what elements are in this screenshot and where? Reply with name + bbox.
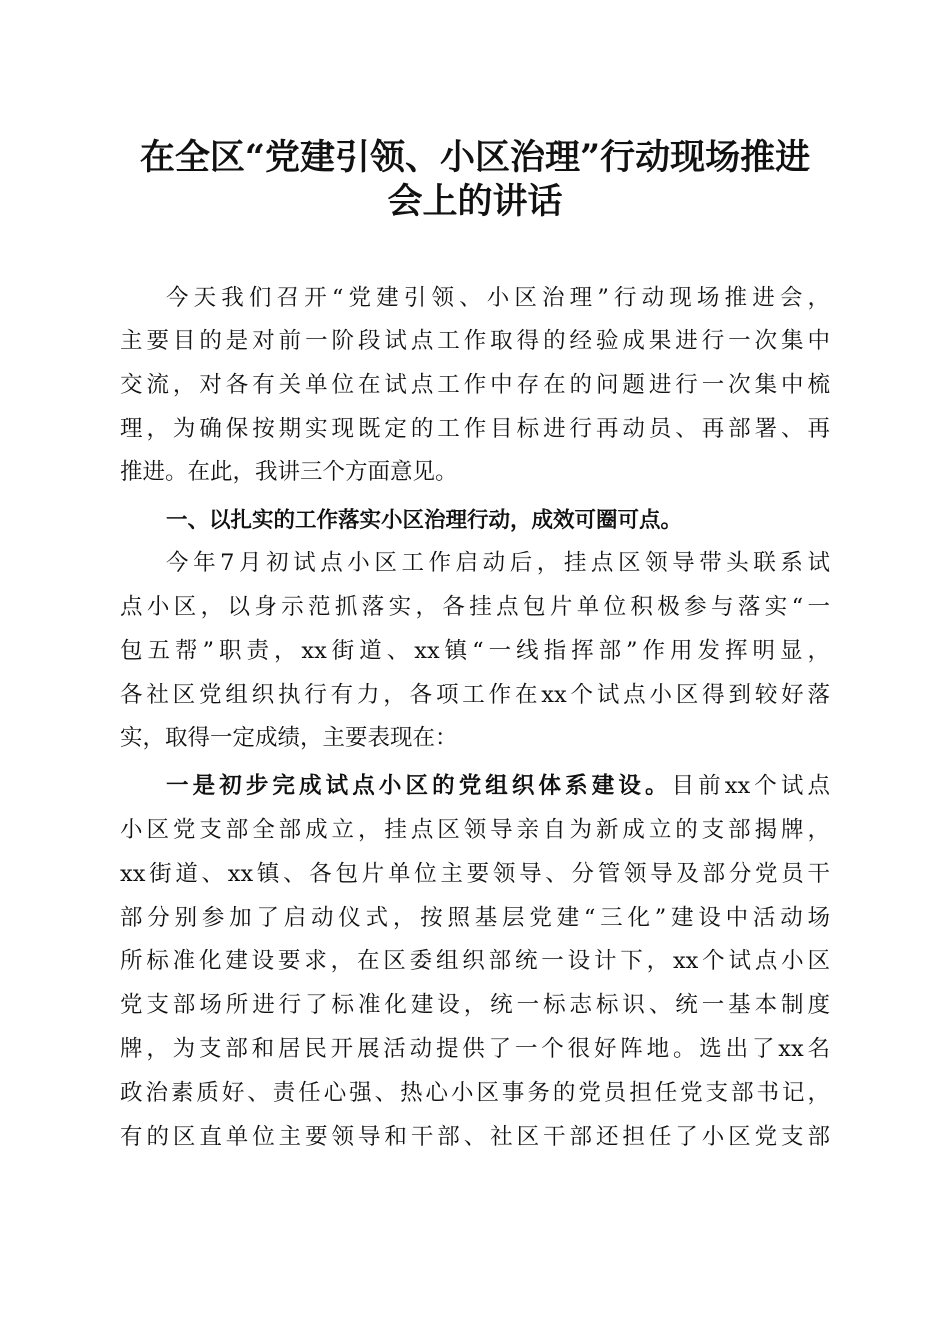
document-title-line-1: 在全区“党建引领、小区治理”行动现场推进 bbox=[139, 137, 811, 178]
paragraph-3-line-3: xx街道、xx镇、各包片单位主要领导、分管领导及部分党员干 bbox=[120, 861, 830, 887]
paragraph-3-line-4: 部分别参加了启动仪式，按照基层党建“三化”建设中活动场 bbox=[120, 905, 830, 931]
paragraph-2-line-5: 实，取得一定成绩，主要表现在： bbox=[120, 725, 458, 751]
paragraph-3-line-9: 有的区直单位主要领导和干部、社区干部还担任了小区党支部 bbox=[120, 1124, 830, 1150]
paragraph-1-line-2: 主要目的是对前一阶段试点工作取得的经验成果进行一次集中 bbox=[120, 328, 830, 354]
paragraph-1-line-1: 今天我们召开“党建引领、小区治理”行动现场推进会， bbox=[166, 285, 830, 311]
paragraph-3-lead: 一是初步完成试点小区的党组织体系建设。 bbox=[166, 773, 672, 799]
paragraph-3-line-7: 牌，为支部和居民开展活动提供了一个很好阵地。选出了xx名 bbox=[120, 1036, 830, 1062]
paragraph-3-line-5: 所标准化建设要求，在区委组织部统一设计下，xx个试点小区 bbox=[120, 948, 830, 974]
paragraph-2-line-4: 各社区党组织执行有力，各项工作在xx个试点小区得到较好落 bbox=[120, 682, 830, 708]
paragraph-3-line-8: 政治素质好、责任心强、热心小区事务的党员担任党支部书记， bbox=[120, 1080, 830, 1106]
paragraph-3-line-6: 党支部场所进行了标准化建设，统一标志标识、统一基本制度 bbox=[120, 992, 830, 1018]
paragraph-1-line-5: 推进。在此，我讲三个方面意见。 bbox=[120, 459, 458, 485]
paragraph-1-line-4: 理，为确保按期实现既定的工作目标进行再动员、再部署、再 bbox=[120, 416, 830, 442]
paragraph-3-line-1 bbox=[166, 771, 830, 801]
paragraph-2-line-1: 今年7月初试点小区工作启动后，挂点区领导带头联系试 bbox=[166, 550, 830, 576]
paragraph-3-line-2: 小区党支部全部成立，挂点区领导亲自为新成立的支部揭牌， bbox=[120, 817, 830, 843]
paragraph-2-line-3: 包五帮”职责，xx街道、xx镇“一线指挥部”作用发挥明显， bbox=[120, 638, 830, 664]
paragraph-1-line-3: 交流，对各有关单位在试点工作中存在的问题进行一次集中梳 bbox=[120, 372, 830, 398]
paragraph-3-line-1-rest: 目前xx个试点 bbox=[671, 773, 830, 799]
document-title-line-2: 会上的讲话 bbox=[387, 181, 563, 222]
section-1-heading: 一、以扎实的工作落实小区治理行动，成效可圈可点。 bbox=[166, 508, 683, 533]
paragraph-2-line-2: 点小区，以身示范抓落实，各挂点包片单位积极参与落实“一 bbox=[120, 594, 830, 620]
